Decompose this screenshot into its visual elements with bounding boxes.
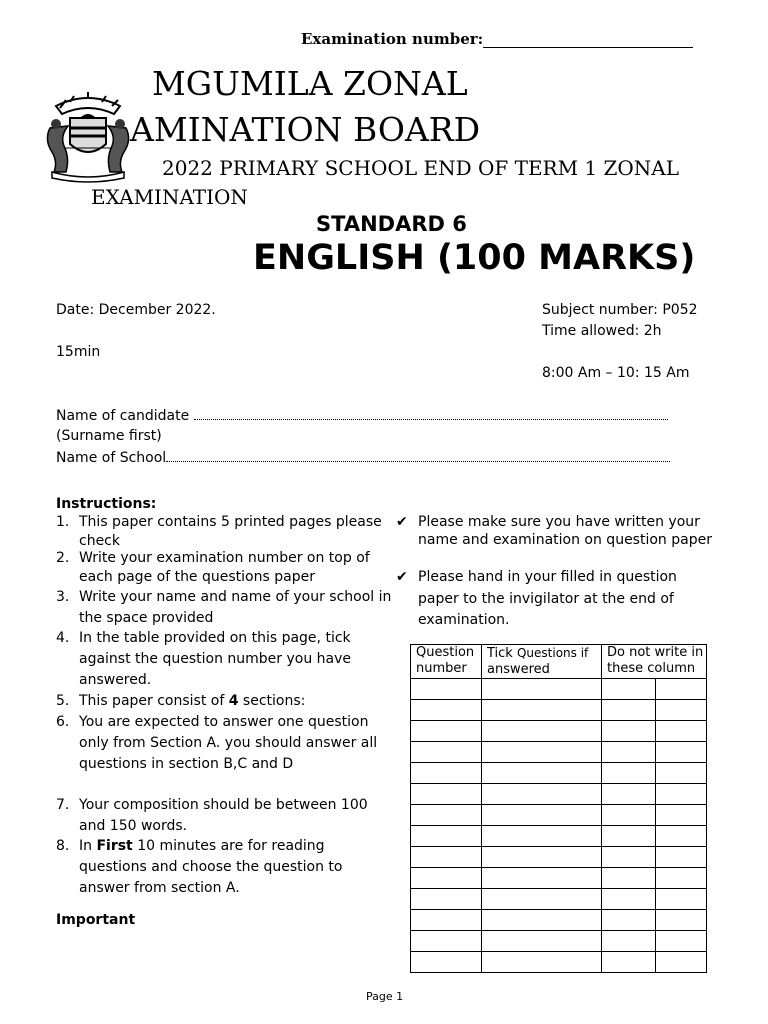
checkmark-icon: ✔ bbox=[396, 569, 408, 585]
table-row bbox=[411, 952, 707, 973]
candidate-name-line[interactable] bbox=[194, 407, 668, 420]
candidate-name-field bbox=[56, 407, 668, 424]
subject-title: ENGLISH (100 MARKS) bbox=[253, 238, 696, 278]
board-title-line-1: MGUMILA ZONAL bbox=[152, 64, 468, 103]
instruction-item bbox=[56, 691, 396, 712]
table-cell bbox=[411, 910, 482, 931]
tick-cell[interactable] bbox=[482, 679, 602, 700]
table-cell bbox=[411, 889, 482, 910]
tick-cell[interactable] bbox=[482, 700, 602, 721]
table-cell bbox=[411, 763, 482, 784]
table-cell bbox=[602, 679, 656, 700]
instruction-text: Write your name and name of your school in the space provided bbox=[79, 589, 392, 626]
examiner-only-header: Do not write in these column bbox=[602, 645, 707, 679]
table-cell bbox=[656, 700, 707, 721]
examination-number-field bbox=[301, 30, 693, 48]
tick-cell[interactable] bbox=[482, 868, 602, 889]
exam-date: Date: December 2022. bbox=[56, 302, 216, 318]
coat-of-arms-emblem bbox=[40, 88, 136, 184]
table-row bbox=[411, 700, 707, 721]
instruction-item bbox=[56, 513, 396, 549]
instruction-text-after: 10 minutes are for reading questions and choose the question to answer from section A. bbox=[79, 838, 343, 896]
table-cell bbox=[411, 826, 482, 847]
question-tick-table bbox=[410, 644, 707, 973]
table-row bbox=[411, 847, 707, 868]
exam-subtitle-line-1: 2022 PRIMARY SCHOOL END OF TERM 1 ZONAL bbox=[162, 156, 680, 180]
instruction-bold: 4 bbox=[228, 693, 239, 709]
tick-cell[interactable] bbox=[482, 889, 602, 910]
board-title-line-2: AMINATION BOARD bbox=[130, 110, 481, 149]
instruction-text: In the table provided on this page, tick against the question number you have answered. bbox=[79, 630, 352, 688]
table-cell bbox=[656, 805, 707, 826]
table-cell bbox=[411, 700, 482, 721]
table-cell bbox=[656, 931, 707, 952]
candidate-name-label: Name of candidate bbox=[56, 408, 190, 424]
checkmark-icon: ✔ bbox=[396, 514, 408, 530]
checklist bbox=[396, 513, 716, 632]
table-row bbox=[411, 679, 707, 700]
school-name-field bbox=[56, 449, 670, 466]
table-cell bbox=[656, 763, 707, 784]
tick-cell[interactable] bbox=[482, 721, 602, 742]
tick-cell[interactable] bbox=[482, 910, 602, 931]
table-cell bbox=[602, 742, 656, 763]
table-cell bbox=[602, 952, 656, 973]
subject-number: Subject number: P052 bbox=[542, 302, 698, 318]
school-name-label: Name of School bbox=[56, 450, 167, 466]
instructions-list bbox=[56, 513, 396, 899]
table-cell bbox=[656, 721, 707, 742]
instructions-heading: Instructions: bbox=[56, 496, 157, 512]
instruction-number: 1. bbox=[56, 514, 70, 530]
tick-cell[interactable] bbox=[482, 847, 602, 868]
instruction-number: 3. bbox=[56, 589, 70, 605]
tick-cell[interactable] bbox=[482, 826, 602, 847]
question-number-header: Question number bbox=[411, 645, 482, 679]
surname-first-note: (Surname first) bbox=[56, 428, 162, 444]
instruction-number: 7. bbox=[56, 797, 70, 813]
tick-cell[interactable] bbox=[482, 784, 602, 805]
instruction-number: 2. bbox=[56, 550, 70, 566]
page-number: Page 1 bbox=[366, 990, 404, 1003]
tick-cell[interactable] bbox=[482, 952, 602, 973]
table-cell bbox=[602, 700, 656, 721]
instruction-item bbox=[56, 795, 396, 836]
table-cell bbox=[656, 952, 707, 973]
time-allowed: Time allowed: 2h bbox=[542, 323, 662, 339]
instruction-bold: First bbox=[96, 838, 133, 854]
checklist-text: Please make sure you have written your name and examination on question paper bbox=[418, 514, 712, 548]
table-cell bbox=[602, 868, 656, 889]
tick-header: Tick Questions if answered bbox=[482, 645, 602, 679]
examination-number-line[interactable] bbox=[483, 33, 693, 48]
instruction-text-before: This paper consist of bbox=[79, 693, 229, 709]
instruction-number: 8. bbox=[56, 838, 70, 854]
table-cell bbox=[656, 679, 707, 700]
instruction-item bbox=[56, 587, 396, 628]
checklist-text: Please hand in your filled in question paper to the invigilator at the end of examination. bbox=[418, 569, 677, 628]
tick-cell[interactable] bbox=[482, 763, 602, 784]
instruction-text-before: In bbox=[79, 838, 97, 854]
time-allowed-continued: 15min bbox=[56, 344, 101, 360]
table-cell bbox=[602, 784, 656, 805]
instruction-item bbox=[56, 628, 396, 691]
tick-cell[interactable] bbox=[482, 805, 602, 826]
important-heading: Important bbox=[56, 912, 136, 928]
table-cell bbox=[602, 826, 656, 847]
table-cell bbox=[656, 868, 707, 889]
checklist-item bbox=[396, 567, 716, 632]
instruction-item bbox=[56, 549, 396, 587]
table-cell bbox=[411, 868, 482, 889]
table-cell bbox=[656, 742, 707, 763]
table-cell bbox=[602, 805, 656, 826]
table-header-row bbox=[411, 645, 707, 679]
table-cell bbox=[411, 847, 482, 868]
table-cell bbox=[656, 889, 707, 910]
table-cell bbox=[656, 826, 707, 847]
tick-cell[interactable] bbox=[482, 742, 602, 763]
table-cell bbox=[411, 805, 482, 826]
table-cell bbox=[602, 847, 656, 868]
instruction-number: 5. bbox=[56, 693, 70, 709]
table-row bbox=[411, 784, 707, 805]
instruction-item bbox=[56, 836, 396, 899]
table-row bbox=[411, 721, 707, 742]
table-row bbox=[411, 763, 707, 784]
table-cell bbox=[411, 931, 482, 952]
instruction-text: Your composition should be between 100 and 150 words. bbox=[79, 797, 368, 834]
instruction-item bbox=[56, 712, 396, 795]
table-row bbox=[411, 910, 707, 931]
table-cell bbox=[602, 910, 656, 931]
table-row bbox=[411, 931, 707, 952]
instruction-text: This paper contains 5 printed pages please check bbox=[79, 514, 382, 549]
table-cell bbox=[411, 742, 482, 763]
checklist-item bbox=[396, 513, 716, 567]
exam-time-range: 8:00 Am – 10: 15 Am bbox=[542, 365, 690, 381]
table-row bbox=[411, 742, 707, 763]
exam-subtitle-line-2: EXAMINATION bbox=[91, 185, 248, 209]
table-row bbox=[411, 889, 707, 910]
table-row bbox=[411, 805, 707, 826]
table-cell bbox=[602, 889, 656, 910]
table-cell bbox=[411, 784, 482, 805]
table-cell bbox=[411, 679, 482, 700]
tick-cell[interactable] bbox=[482, 931, 602, 952]
table-cell bbox=[656, 910, 707, 931]
table-row bbox=[411, 826, 707, 847]
instruction-text-after: sections: bbox=[238, 693, 306, 709]
table-row bbox=[411, 868, 707, 889]
instruction-number: 6. bbox=[56, 714, 70, 730]
table-body bbox=[411, 679, 707, 973]
table-cell bbox=[411, 721, 482, 742]
instruction-text: You are expected to answer one question only from Section A. you should answer all questions in section B,C and D bbox=[79, 714, 378, 772]
examination-number-label: Examination number: bbox=[301, 30, 484, 48]
standard-heading: STANDARD 6 bbox=[316, 212, 467, 236]
table-cell bbox=[602, 721, 656, 742]
table-cell bbox=[602, 931, 656, 952]
table-cell bbox=[656, 847, 707, 868]
school-name-line[interactable] bbox=[166, 449, 670, 462]
instruction-number: 4. bbox=[56, 630, 70, 646]
table-cell bbox=[411, 952, 482, 973]
table-cell bbox=[602, 763, 656, 784]
instruction-text: Write your examination number on top of each page of the questions paper bbox=[79, 550, 370, 585]
table-cell bbox=[656, 784, 707, 805]
